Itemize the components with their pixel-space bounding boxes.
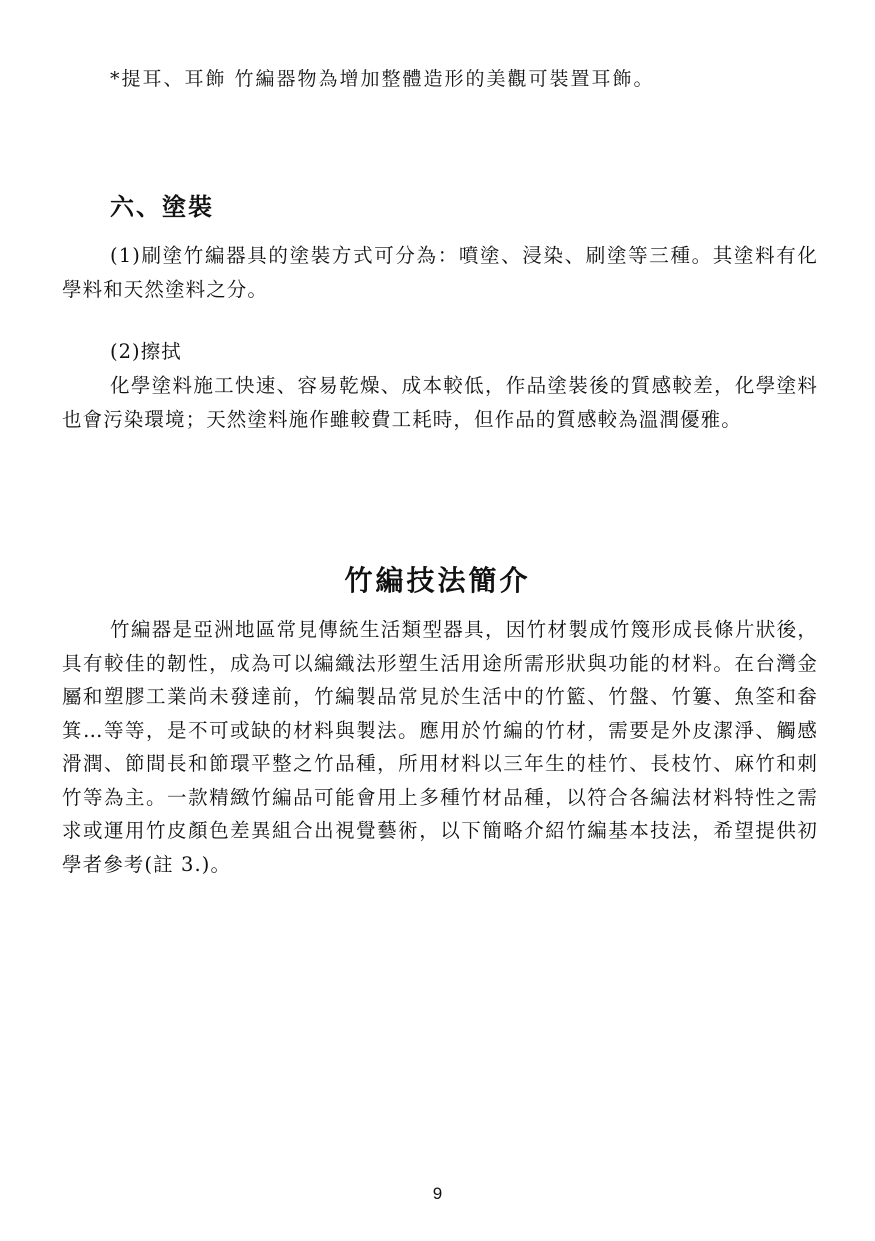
coating-comparison-paragraph: 化學塗料施工快速、容易乾燥、成本較低，作品塗裝後的質感較差，化學塗料也會污染環境；天然塗料施作雖較費工耗時，但作品的質感較為溫潤優雅。 [62, 374, 818, 431]
coating-methods-paragraph: (1)刷塗竹編器具的塗裝方式可分為：噴塗、浸染、刷塗等三種。其塗料有化學料和天然塗料之分。 [62, 244, 818, 301]
bamboo-weaving-intro-paragraph: 竹編器是亞洲地區常見傳統生活類型器具，因竹材製成竹篾形成長條片狀後，具有較佳的韌性，成為可以編織法形塑生活用途所需形狀與功能的材料。在台灣金屬和塑膠工業尚未發達前，竹編製品常見於生活中的竹籃、竹盤、竹簍、魚筌和畚箕…等等，是不可或缺的材料與製法。應用於竹編的竹材，需要是外皮潔淨、觸感滑潤、節間長和節環平整之竹品種，所用材料以三年生的桂竹、長枝竹、麻竹和刺竹等為主。一款精緻竹編品可能會用上多種竹材品種，以符合各編法材料特性之需求或運用竹皮顏色差異組合出視覺藝術，以下簡略介紹竹編基本技法，希望提供初學者參考(註 3.)。 [62, 618, 818, 876]
section-heading-coating: 六、塗裝 [110, 192, 214, 221]
chapter-title: 竹編技法簡介 [344, 564, 531, 597]
page-number: 9 [432, 1184, 443, 1203]
wiping-sub-label: (2)擦拭 [110, 340, 182, 363]
ear-ornament-note: *提耳、耳飾 竹編器物為增加整體造形的美觀可裝置耳飾。 [110, 68, 655, 90]
